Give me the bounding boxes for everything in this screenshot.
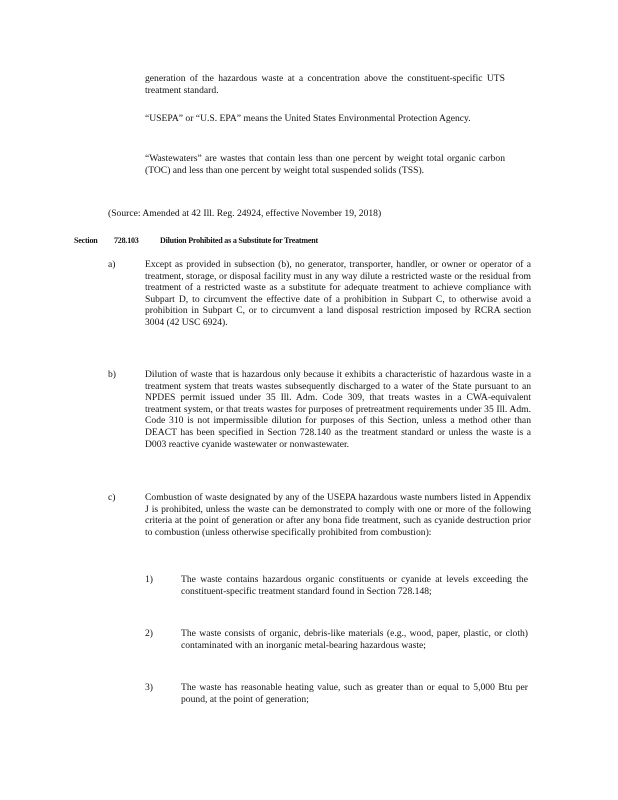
subparagraph-marker-1: 1): [145, 574, 153, 585]
subparagraph-1: The waste contains hazardous organic constituents or cyanide at levels exceeding the constituent-specific treatment standard found in Section 728.148;: [181, 574, 528, 597]
subparagraph-2: The waste consists of organic, debris-like materials (e.g., wood, paper, plastic, or cloth) contaminated with an inorganic metal-bearing hazardous waste;: [181, 628, 528, 651]
definition-usepa: “USEPA” or “U.S. EPA” means the United States Environmental Protection Agency.: [145, 113, 471, 124]
paragraph-c: Combustion of waste designated by any of the USEPA hazardous waste numbers listed in Appendix J is prohibited, unless the waste can be demonstrated to comply with one or more of the following criteria at the point of generation or after any bona fide treatment, such as cyanide destruction prior to combustion (unless otherwise specifically prohibited from combustion):: [145, 492, 531, 538]
section-title: Dilution Prohibited as a Substitute for Treatment: [160, 236, 318, 245]
subparagraph-3: The waste has reasonable heating value, such as greater than or equal to 5,000 Btu per pound, at the point of generation;: [181, 682, 528, 705]
paragraph-marker-c: c): [108, 492, 116, 503]
section-number: 728.103: [114, 236, 139, 245]
section-label: Section: [74, 236, 98, 245]
section-heading: [74, 235, 318, 247]
definition-continuation: generation of the hazardous waste at a concentration above the constituent-specific UTS treatment standard.: [145, 73, 505, 96]
subparagraph-marker-2: 2): [145, 628, 153, 639]
paragraph-b: Dilution of waste that is hazardous only because it exhibits a characteristic of hazardous waste in a treatment system that treats wastes subsequently discharged to a water of the State pursuant to an NPDES permit issued under 35 Ill. Adm. Code 309, that treats wastes in a CWA-equivalent treatment system, or that treats wastes for purposes of pretreatment requirements under 35 Ill. Adm. Code 310 is not impermissible dilution for purposes of this Section, unless a method other than DEACT has been specified in Section 728.140 as the treatment standard or unless the waste is a D003 reactive cyanide wastewater or nonwastewater.: [145, 369, 531, 450]
paragraph-marker-b: b): [108, 369, 116, 380]
paragraph-a: Except as provided in subsection (b), no generator, transporter, handler, or owner or operator of a treatment, storage, or disposal facility must in any way dilute a restricted waste or the residual from treatment of a restricted waste as a substitute for adequate treatment to achieve compliance with Subpart D, to circumvent the effective date of a prohibition in Subpart C, to otherwise avoid a prohibition in Subpart C, or to circumvent a land disposal restriction imposed by RCRA section 3004 (42 USC 6924).: [145, 259, 531, 328]
source-note: (Source: Amended at 42 Ill. Reg. 24924, effective November 19, 2018): [108, 208, 382, 219]
definition-wastewaters: “Wastewaters” are wastes that contain less than one percent by weight total organic carbon (TOC) and less than one percent by weight total suspended solids (TSS).: [145, 153, 505, 176]
subparagraph-marker-3: 3): [145, 682, 153, 693]
paragraph-marker-a: a): [108, 259, 116, 270]
